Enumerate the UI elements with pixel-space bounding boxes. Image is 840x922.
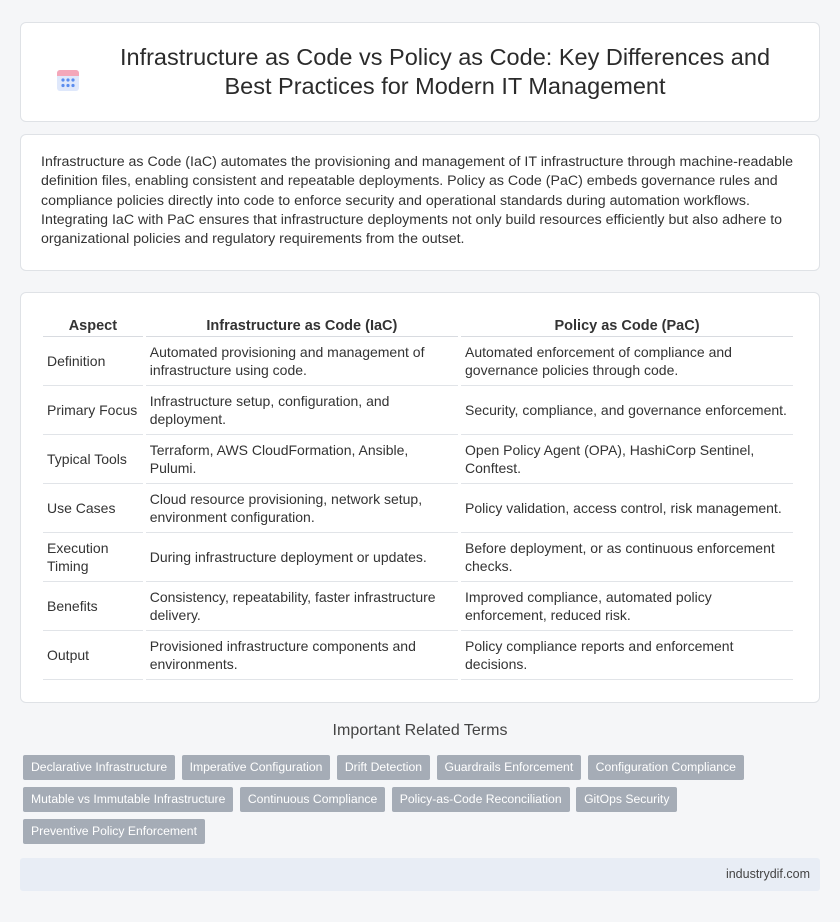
calendar-grid-icon bbox=[55, 67, 81, 93]
row-pac: Policy validation, access control, risk management. bbox=[461, 484, 793, 533]
tag-guardrails-enforcement[interactable]: Guardrails Enforcement bbox=[437, 755, 582, 780]
page-title: Infrastructure as Code vs Policy as Code: Key Differences and Best Practices for Modern IT Management bbox=[119, 44, 771, 99]
row-pac: Open Policy Agent (OPA), HashiCorp Sentinel, Conftest. bbox=[461, 435, 793, 484]
row-iac: Infrastructure setup, configuration, and deployment. bbox=[146, 386, 458, 435]
row-iac: Provisioned infrastructure components and environments. bbox=[146, 631, 458, 680]
table-header-row bbox=[43, 313, 793, 337]
header-iac: Infrastructure as Code (IaC) bbox=[146, 313, 458, 337]
related-terms-heading: Important Related Terms bbox=[332, 722, 508, 739]
row-pac: Before deployment, or as continuous enforcement checks. bbox=[461, 533, 793, 582]
row-iac: Terraform, AWS CloudFormation, Ansible, Pulumi. bbox=[146, 435, 458, 484]
tag-declarative-infrastructure[interactable]: Declarative Infrastructure bbox=[23, 755, 175, 780]
tag-continuous-compliance[interactable]: Continuous Compliance bbox=[240, 787, 385, 812]
title-wrap bbox=[55, 43, 785, 101]
row-aspect: Benefits bbox=[43, 582, 143, 631]
footer-site-link[interactable]: industrydif.com bbox=[725, 867, 810, 881]
table-row bbox=[43, 533, 793, 582]
tag-configuration-compliance[interactable]: Configuration Compliance bbox=[588, 755, 744, 780]
related-terms-tags bbox=[23, 755, 823, 851]
tag-gitops-security[interactable]: GitOps Security bbox=[576, 787, 677, 812]
tag-mutable-vs-immutable[interactable]: Mutable vs Immutable Infrastructure bbox=[23, 787, 233, 812]
row-iac: During infrastructure deployment or updates. bbox=[146, 533, 458, 582]
header-pac: Policy as Code (PaC) bbox=[461, 313, 793, 337]
row-aspect: Execution Timing bbox=[43, 533, 143, 582]
comparison-table bbox=[40, 313, 796, 680]
tag-drift-detection[interactable]: Drift Detection bbox=[337, 755, 430, 780]
row-pac: Improved compliance, automated policy enforcement, reduced risk. bbox=[461, 582, 793, 631]
row-iac: Consistency, repeatability, faster infrastructure delivery. bbox=[146, 582, 458, 631]
row-iac: Automated provisioning and management of infrastructure using code. bbox=[146, 337, 458, 386]
table-row bbox=[43, 337, 793, 386]
comparison-card bbox=[20, 292, 820, 703]
table-row bbox=[43, 484, 793, 533]
row-pac: Policy compliance reports and enforcement decisions. bbox=[461, 631, 793, 680]
table-row bbox=[43, 435, 793, 484]
row-aspect: Typical Tools bbox=[43, 435, 143, 484]
row-aspect: Use Cases bbox=[43, 484, 143, 533]
intro-paragraph: Infrastructure as Code (IaC) automates the provisioning and management of IT infrastructure through machine-readable definition files, enabling consistent and repeatable deployments. Policy as Code (PaC) embeds governance rules and compliance policies directly into code to enforce security and operational standards during automation workflows. Integrating IaC with PaC ensures that infrastructure deployments not only build resources efficiently but also adhere to organizational policies and regulatory requirements from the outset. bbox=[41, 154, 794, 248]
row-pac: Security, compliance, and governance enforcement. bbox=[461, 386, 793, 435]
tag-imperative-configuration[interactable]: Imperative Configuration bbox=[182, 755, 331, 780]
table-row bbox=[43, 582, 793, 631]
row-aspect: Output bbox=[43, 631, 143, 680]
row-aspect: Primary Focus bbox=[43, 386, 143, 435]
tag-policy-as-code-reconciliation[interactable]: Policy-as-Code Reconciliation bbox=[392, 787, 570, 812]
row-pac: Automated enforcement of compliance and governance policies through code. bbox=[461, 337, 793, 386]
row-iac: Cloud resource provisioning, network setup, environment configuration. bbox=[146, 484, 458, 533]
table-row bbox=[43, 386, 793, 435]
table-row bbox=[43, 631, 793, 680]
intro-card bbox=[20, 134, 820, 271]
title-card bbox=[20, 22, 820, 122]
tag-preventive-policy-enforcement[interactable]: Preventive Policy Enforcement bbox=[23, 819, 205, 844]
footer bbox=[20, 858, 820, 891]
row-aspect: Definition bbox=[43, 337, 143, 386]
header-aspect: Aspect bbox=[43, 313, 143, 337]
